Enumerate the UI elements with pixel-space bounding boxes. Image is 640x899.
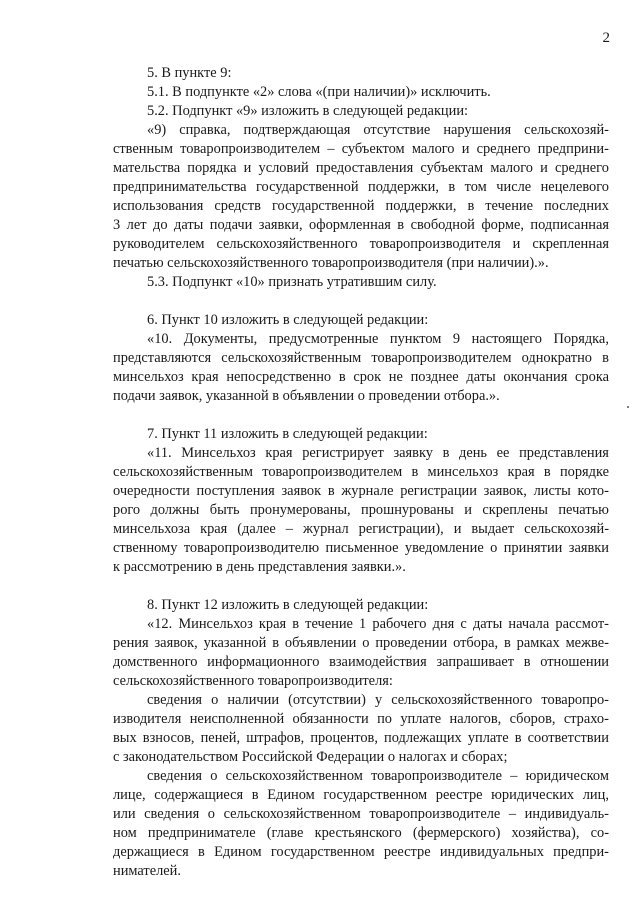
text-line: 5.2. Подпункт «9» изложить в следующей редакции: xyxy=(147,103,469,119)
paragraph xyxy=(113,83,609,102)
text-line: минсельхоза края (далее – журнал регистрации), и выдает сельскохозяй- xyxy=(113,521,609,537)
text-line: с законодательством Российской Федерации о налогах и сборах; xyxy=(113,749,508,765)
paragraph xyxy=(113,425,609,444)
paragraph xyxy=(113,615,609,691)
paragraph-gap xyxy=(113,406,609,425)
paragraph xyxy=(113,330,609,406)
scan-speck xyxy=(627,406,629,408)
paragraph xyxy=(113,444,609,577)
text-line: домственного информационного взаимодействия запрашивает в отношении xyxy=(113,654,609,670)
text-line: рого должны быть пронумерованы, прошнурованы и скреплены печатью xyxy=(113,502,609,518)
text-line: 6. Пункт 10 изложить в следующей редакции: xyxy=(147,312,429,328)
text-line: подачи заявок, указанной в объявлении о проведении отбора.». xyxy=(113,388,500,404)
document-body xyxy=(113,64,609,881)
text-line: использования средств государственной поддержки, в течение последних xyxy=(113,198,609,214)
text-line: «9) справка, подтверждающая отсутствие нарушения сельскохозяй- xyxy=(147,122,609,138)
text-line: «11. Минсельхоз края регистрирует заявку в день ее представления xyxy=(147,445,609,461)
text-line: ственным товаропроизводителем – субъектом малого и среднего предприни- xyxy=(113,141,609,157)
text-line: 5.1. В подпункте «2» слова «(при наличии)» исключить. xyxy=(147,84,491,100)
paragraph xyxy=(113,596,609,615)
paragraph xyxy=(113,767,609,881)
text-line: сведения о сельскохозяйственном товаропроизводителе – юридическом xyxy=(147,768,609,784)
paragraph xyxy=(113,311,609,330)
text-line: сельскохозяйственным товаропроизводителем в минсельхоз края в порядке xyxy=(113,464,609,480)
text-line: вых взносов, пеней, штрафов, процентов, подлежащих уплате в соответствии xyxy=(113,730,609,746)
text-line: лице, содержащиеся в Едином государственном реестре юридических лиц, xyxy=(113,787,609,803)
text-line: сведения о наличии (отсутствии) у сельскохозяйственного товаропро- xyxy=(147,692,609,708)
text-line: держащиеся в Едином государственном реестре индивидуальных предпри- xyxy=(113,844,609,860)
text-line: 7. Пункт 11 изложить в следующей редакции: xyxy=(147,426,428,442)
text-line: «12. Минсельхоз края в течение 1 рабочего дня с даты начала рассмот- xyxy=(147,616,609,632)
text-line: ном предпринимателе (главе крестьянского (фермерского) хозяйства), со- xyxy=(113,825,609,841)
text-line: изводителя неисполненной обязанности по уплате налогов, сборов, страхо- xyxy=(113,711,609,727)
paragraph xyxy=(113,121,609,273)
paragraph-gap xyxy=(113,577,609,596)
text-line: сельскохозяйственного товаропроизводителя: xyxy=(113,673,393,689)
text-line: рения заявок, указанной в объявлении о проведении отбора, в рамках межве- xyxy=(113,635,609,651)
text-line: или сведения о сельскохозяйственном товаропроизводителе – индивидуаль- xyxy=(113,806,609,822)
text-line: мательства порядка и условий предоставления субъектам малого и среднего xyxy=(113,160,609,176)
text-line: «10. Документы, предусмотренные пунктом 9 настоящего Порядка, xyxy=(147,331,609,347)
text-line: 3 лет до даты подачи заявки, оформленная в свободной форме, подписанная xyxy=(113,217,609,233)
text-line: 8. Пункт 12 изложить в следующей редакции: xyxy=(147,597,429,613)
text-line: 5. В пункте 9: xyxy=(147,65,232,81)
paragraph xyxy=(113,64,609,83)
text-line: руководителем сельскохозяйственного товаропроизводителя и скрепленная xyxy=(113,236,609,252)
text-line: предпринимательства государственной поддержки, в том числе нецелевого xyxy=(113,179,609,195)
paragraph xyxy=(113,102,609,121)
text-line: представляются сельскохозяйственным товаропроизводителем однократно в xyxy=(113,350,609,366)
paragraph-gap xyxy=(113,292,609,311)
text-line: 5.3. Подпункт «10» признать утратившим силу. xyxy=(147,274,437,290)
text-line: ственному товаропроизводителю письменное уведомление о принятии заявки xyxy=(113,540,609,556)
text-line: нимателей. xyxy=(113,863,181,879)
text-line: минсельхоз края непосредственно в срок не позднее даты окончания срока xyxy=(113,369,609,385)
page-number: 2 xyxy=(602,30,610,46)
paragraph xyxy=(113,691,609,767)
text-line: печатью сельскохозяйственного товаропроизводителя (при наличии).». xyxy=(113,255,549,271)
text-line: к рассмотрению в день представления заявки.». xyxy=(113,559,406,575)
paragraph xyxy=(113,273,609,292)
text-line: очередности поступления заявок в журнале регистрации заявок, листы кото- xyxy=(113,483,609,499)
